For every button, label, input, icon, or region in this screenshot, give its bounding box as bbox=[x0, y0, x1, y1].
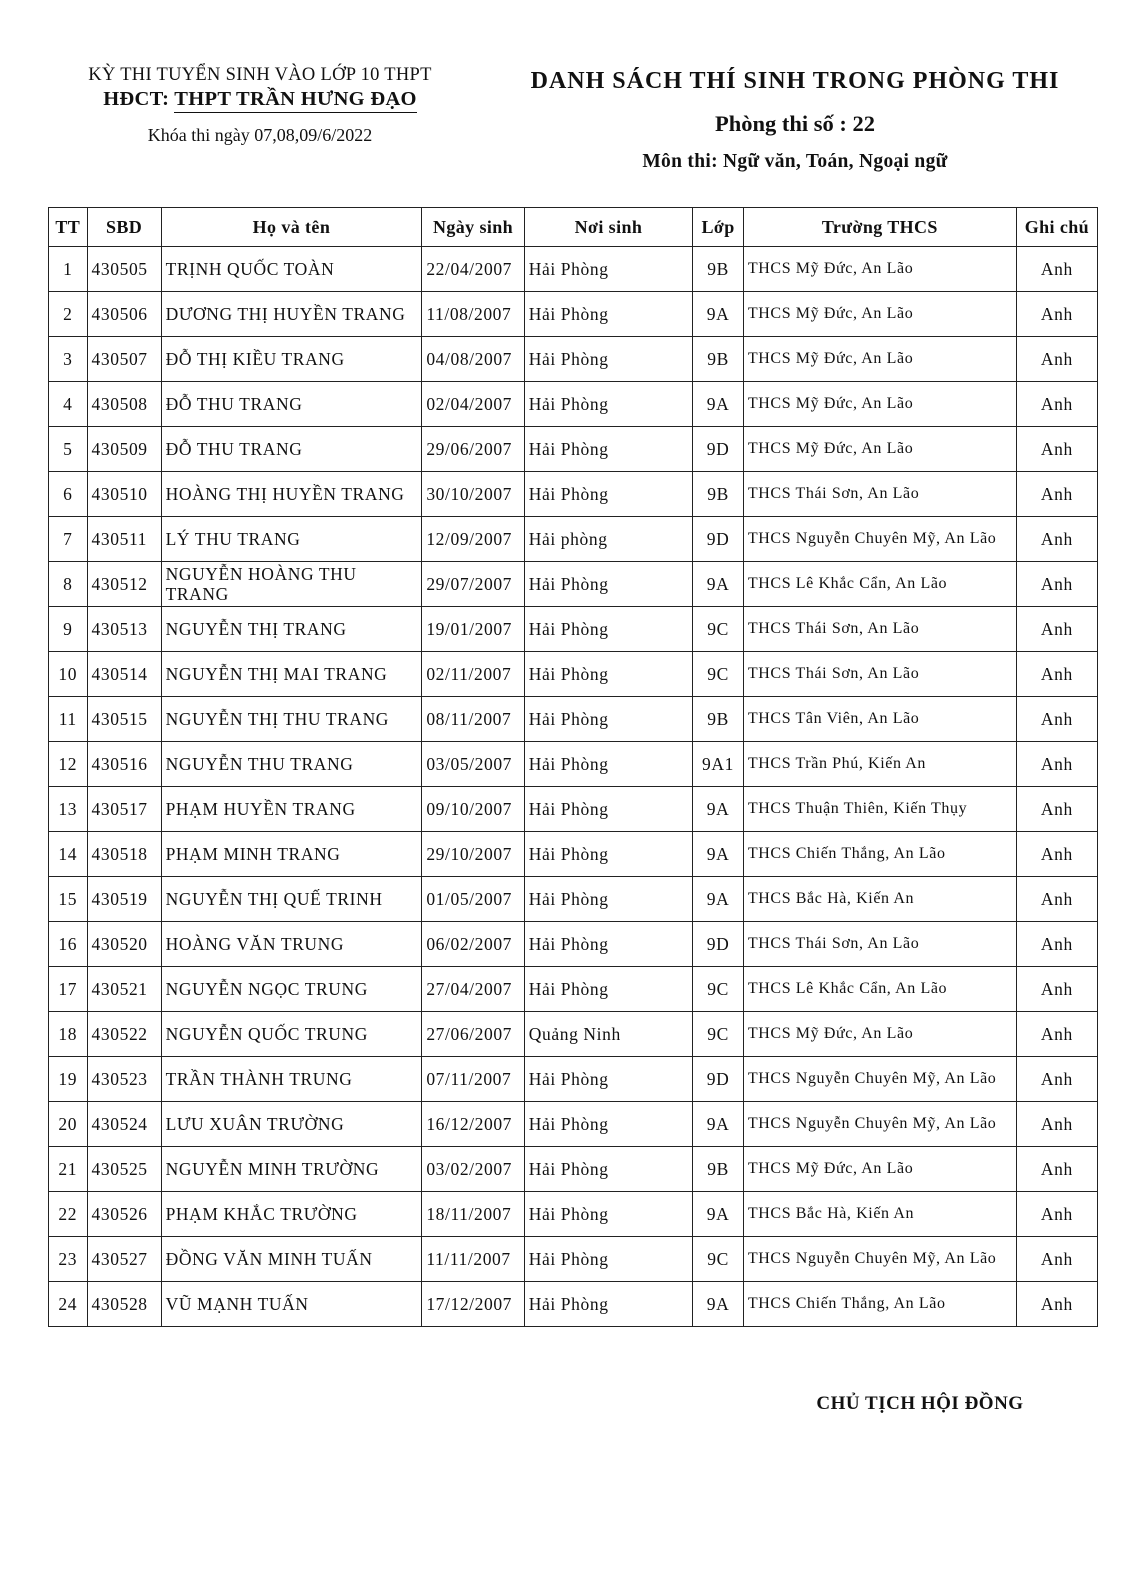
table-row bbox=[49, 337, 1098, 382]
exam-dates: Khóa thi ngày 07,08,09/6/2022 bbox=[147, 125, 373, 145]
date-of-birth-cell: 17/12/2007 bbox=[422, 1282, 524, 1327]
note-cell: Anh bbox=[1016, 742, 1097, 787]
candidate-name-cell: ĐỖ THU TRANG bbox=[161, 382, 422, 427]
table-row bbox=[49, 607, 1098, 652]
council-prefix: HĐCT: bbox=[103, 88, 170, 110]
note-cell: Anh bbox=[1016, 382, 1097, 427]
date-of-birth-cell: 18/11/2007 bbox=[422, 1192, 524, 1237]
date-of-birth-cell: 07/11/2007 bbox=[422, 1057, 524, 1102]
candidate-name-cell: LƯU XUÂN TRƯỜNG bbox=[161, 1102, 422, 1147]
candidate-number-cell: 430510 bbox=[87, 472, 161, 517]
date-of-birth-cell: 09/10/2007 bbox=[422, 787, 524, 832]
class-cell: 9A bbox=[693, 787, 744, 832]
table-body bbox=[49, 247, 1098, 1327]
candidate-number-cell: 430519 bbox=[87, 877, 161, 922]
note-cell: Anh bbox=[1016, 1102, 1097, 1147]
school-cell: THCS Chiến Thắng, An Lão bbox=[743, 1282, 1016, 1327]
class-cell: 9D bbox=[693, 427, 744, 472]
class-cell: 9B bbox=[693, 337, 744, 382]
candidate-number-cell: 430523 bbox=[87, 1057, 161, 1102]
date-of-birth-cell: 03/05/2007 bbox=[422, 742, 524, 787]
council-name bbox=[40, 86, 480, 112]
candidate-name-cell: NGUYỄN THỊ MAI TRANG bbox=[161, 652, 422, 697]
candidate-name-cell: NGUYỄN THỊ THU TRANG bbox=[161, 697, 422, 742]
row-number-cell: 9 bbox=[49, 607, 88, 652]
note-cell: Anh bbox=[1016, 607, 1097, 652]
class-cell: 9A bbox=[693, 1282, 744, 1327]
candidate-number-cell: 430505 bbox=[87, 247, 161, 292]
row-number-cell: 23 bbox=[49, 1237, 88, 1282]
class-cell: 9A1 bbox=[693, 742, 744, 787]
class-cell: 9A bbox=[693, 292, 744, 337]
candidate-name-cell: NGUYỄN THU TRANG bbox=[161, 742, 422, 787]
birthplace-cell: Hải Phòng bbox=[524, 922, 692, 967]
candidate-number-cell: 430522 bbox=[87, 1012, 161, 1057]
note-cell: Anh bbox=[1016, 562, 1097, 607]
signature-title: CHỦ TỊCH HỘI ĐỒNG bbox=[816, 1393, 1024, 1414]
class-cell: 9B bbox=[693, 472, 744, 517]
candidate-name-cell: NGUYỄN THỊ TRANG bbox=[161, 607, 422, 652]
candidate-number-cell: 430521 bbox=[87, 967, 161, 1012]
candidate-name-cell: NGUYỄN THỊ QUẾ TRINH bbox=[161, 877, 422, 922]
class-cell: 9C bbox=[693, 967, 744, 1012]
row-number-cell: 20 bbox=[49, 1102, 88, 1147]
date-of-birth-cell: 12/09/2007 bbox=[422, 517, 524, 562]
school-cell: THCS Nguyễn Chuyên Mỹ, An Lão bbox=[743, 517, 1016, 562]
school-cell: THCS Mỹ Đức, An Lão bbox=[743, 427, 1016, 472]
table-row bbox=[49, 1282, 1098, 1327]
column-header: TT bbox=[49, 208, 88, 247]
column-header: Trường THCS bbox=[743, 208, 1016, 247]
class-cell: 9D bbox=[693, 517, 744, 562]
date-of-birth-cell: 08/11/2007 bbox=[422, 697, 524, 742]
class-cell: 9D bbox=[693, 1057, 744, 1102]
note-cell: Anh bbox=[1016, 1057, 1097, 1102]
birthplace-cell: Hải Phòng bbox=[524, 1147, 692, 1192]
row-number-cell: 3 bbox=[49, 337, 88, 382]
row-number-cell: 4 bbox=[49, 382, 88, 427]
date-of-birth-cell: 04/08/2007 bbox=[422, 337, 524, 382]
note-cell: Anh bbox=[1016, 517, 1097, 562]
birthplace-cell: Hải Phòng bbox=[524, 832, 692, 877]
row-number-cell: 6 bbox=[49, 472, 88, 517]
column-header: SBD bbox=[87, 208, 161, 247]
class-cell: 9C bbox=[693, 1012, 744, 1057]
school-cell: THCS Lê Khắc Cẩn, An Lão bbox=[743, 562, 1016, 607]
candidate-name-cell: ĐỒNG VĂN MINH TUẤN bbox=[161, 1237, 422, 1282]
row-number-cell: 10 bbox=[49, 652, 88, 697]
column-header: Ngày sinh bbox=[422, 208, 524, 247]
row-number-cell: 8 bbox=[49, 562, 88, 607]
table-row bbox=[49, 1057, 1098, 1102]
note-cell: Anh bbox=[1016, 1192, 1097, 1237]
birthplace-cell: Hải Phòng bbox=[524, 1102, 692, 1147]
row-number-cell: 7 bbox=[49, 517, 88, 562]
school-cell: THCS Chiến Thắng, An Lão bbox=[743, 832, 1016, 877]
table-row bbox=[49, 472, 1098, 517]
table-row bbox=[49, 697, 1098, 742]
school-cell: THCS Mỹ Đức, An Lão bbox=[743, 292, 1016, 337]
row-number-cell: 18 bbox=[49, 1012, 88, 1057]
candidate-number-cell: 430512 bbox=[87, 562, 161, 607]
date-of-birth-cell: 30/10/2007 bbox=[422, 472, 524, 517]
birthplace-cell: Hải Phòng bbox=[524, 787, 692, 832]
row-number-cell: 22 bbox=[49, 1192, 88, 1237]
date-of-birth-cell: 29/06/2007 bbox=[422, 427, 524, 472]
column-header: Nơi sinh bbox=[524, 208, 692, 247]
table-row bbox=[49, 517, 1098, 562]
class-cell: 9A bbox=[693, 877, 744, 922]
birthplace-cell: Hải Phòng bbox=[524, 697, 692, 742]
class-cell: 9C bbox=[693, 652, 744, 697]
row-number-cell: 24 bbox=[49, 1282, 88, 1327]
candidate-name-cell: NGUYỄN QUỐC TRUNG bbox=[161, 1012, 422, 1057]
school-cell: THCS Nguyễn Chuyên Mỹ, An Lão bbox=[743, 1057, 1016, 1102]
council-school: THPT TRẦN HƯNG ĐẠO bbox=[174, 88, 417, 113]
school-cell: THCS Mỹ Đức, An Lão bbox=[743, 382, 1016, 427]
exam-name: KỲ THI TUYỂN SINH VÀO LỚP 10 THPT bbox=[88, 65, 432, 85]
birthplace-cell: Hải Phòng bbox=[524, 337, 692, 382]
date-of-birth-cell: 19/01/2007 bbox=[422, 607, 524, 652]
table-row bbox=[49, 652, 1098, 697]
row-number-cell: 15 bbox=[49, 877, 88, 922]
column-header: Họ và tên bbox=[161, 208, 422, 247]
candidate-name-cell: NGUYỄN NGỌC TRUNG bbox=[161, 967, 422, 1012]
note-cell: Anh bbox=[1016, 877, 1097, 922]
candidate-name-cell: HOÀNG VĂN TRUNG bbox=[161, 922, 422, 967]
birthplace-cell: Hải Phòng bbox=[524, 652, 692, 697]
school-cell: THCS Thái Sơn, An Lão bbox=[743, 922, 1016, 967]
date-of-birth-cell: 29/10/2007 bbox=[422, 832, 524, 877]
class-cell: 9D bbox=[693, 922, 744, 967]
candidate-name-cell: TRẦN THÀNH TRUNG bbox=[161, 1057, 422, 1102]
candidate-name-cell: TRỊNH QUỐC TOÀN bbox=[161, 247, 422, 292]
candidate-name-cell: ĐỖ THU TRANG bbox=[161, 427, 422, 472]
note-cell: Anh bbox=[1016, 922, 1097, 967]
note-cell: Anh bbox=[1016, 1237, 1097, 1282]
birthplace-cell: Hải Phòng bbox=[524, 1237, 692, 1282]
table-row bbox=[49, 742, 1098, 787]
school-cell: THCS Thái Sơn, An Lão bbox=[743, 652, 1016, 697]
candidate-name-cell: NGUYỄN HOÀNG THU TRANG bbox=[161, 562, 422, 607]
table-row bbox=[49, 1012, 1098, 1057]
exam-subjects: Môn thi: Ngữ văn, Toán, Ngoại ngữ bbox=[642, 151, 948, 172]
note-cell: Anh bbox=[1016, 247, 1097, 292]
row-number-cell: 2 bbox=[49, 292, 88, 337]
school-cell: THCS Tân Viên, An Lão bbox=[743, 697, 1016, 742]
candidate-number-cell: 430506 bbox=[87, 292, 161, 337]
birthplace-cell: Hải Phòng bbox=[524, 562, 692, 607]
note-cell: Anh bbox=[1016, 787, 1097, 832]
note-cell: Anh bbox=[1016, 337, 1097, 382]
date-of-birth-cell: 22/04/2007 bbox=[422, 247, 524, 292]
row-number-cell: 19 bbox=[49, 1057, 88, 1102]
note-cell: Anh bbox=[1016, 1012, 1097, 1057]
table-row bbox=[49, 1192, 1098, 1237]
birthplace-cell: Hải Phòng bbox=[524, 427, 692, 472]
candidate-number-cell: 430508 bbox=[87, 382, 161, 427]
column-header: Ghi chú bbox=[1016, 208, 1097, 247]
candidate-number-cell: 430527 bbox=[87, 1237, 161, 1282]
row-number-cell: 12 bbox=[49, 742, 88, 787]
candidate-table bbox=[48, 207, 1098, 1327]
row-number-cell: 16 bbox=[49, 922, 88, 967]
birthplace-cell: Hải Phòng bbox=[524, 472, 692, 517]
table-row bbox=[49, 427, 1098, 472]
school-cell: THCS Nguyễn Chuyên Mỹ, An Lão bbox=[743, 1237, 1016, 1282]
class-cell: 9A bbox=[693, 1192, 744, 1237]
school-cell: THCS Mỹ Đức, An Lão bbox=[743, 1147, 1016, 1192]
table-header-row bbox=[49, 208, 1098, 247]
row-number-cell: 1 bbox=[49, 247, 88, 292]
candidate-name-cell: PHẠM KHẮC TRƯỜNG bbox=[161, 1192, 422, 1237]
candidate-number-cell: 430513 bbox=[87, 607, 161, 652]
exam-council-header bbox=[40, 64, 480, 146]
birthplace-cell: Hải Phòng bbox=[524, 382, 692, 427]
school-cell: THCS Mỹ Đức, An Lão bbox=[743, 247, 1016, 292]
candidate-name-cell: PHẠM HUYỀN TRANG bbox=[161, 787, 422, 832]
school-cell: THCS Thuận Thiên, Kiến Thụy bbox=[743, 787, 1016, 832]
date-of-birth-cell: 16/12/2007 bbox=[422, 1102, 524, 1147]
school-cell: THCS Bắc Hà, Kiến An bbox=[743, 877, 1016, 922]
row-number-cell: 5 bbox=[49, 427, 88, 472]
candidate-number-cell: 430520 bbox=[87, 922, 161, 967]
school-cell: THCS Thái Sơn, An Lão bbox=[743, 607, 1016, 652]
birthplace-cell: Hải phòng bbox=[524, 517, 692, 562]
note-cell: Anh bbox=[1016, 427, 1097, 472]
candidate-number-cell: 430518 bbox=[87, 832, 161, 877]
document-title-block bbox=[500, 66, 1090, 174]
candidate-number-cell: 430507 bbox=[87, 337, 161, 382]
birthplace-cell: Hải Phòng bbox=[524, 1192, 692, 1237]
note-cell: Anh bbox=[1016, 697, 1097, 742]
date-of-birth-cell: 27/06/2007 bbox=[422, 1012, 524, 1057]
table-row bbox=[49, 247, 1098, 292]
row-number-cell: 11 bbox=[49, 697, 88, 742]
row-number-cell: 21 bbox=[49, 1147, 88, 1192]
row-number-cell: 17 bbox=[49, 967, 88, 1012]
date-of-birth-cell: 06/02/2007 bbox=[422, 922, 524, 967]
candidate-number-cell: 430525 bbox=[87, 1147, 161, 1192]
row-number-cell: 13 bbox=[49, 787, 88, 832]
date-of-birth-cell: 02/11/2007 bbox=[422, 652, 524, 697]
note-cell: Anh bbox=[1016, 1282, 1097, 1327]
class-cell: 9B bbox=[693, 697, 744, 742]
note-cell: Anh bbox=[1016, 292, 1097, 337]
table-row bbox=[49, 562, 1098, 607]
class-cell: 9A bbox=[693, 382, 744, 427]
class-cell: 9B bbox=[693, 247, 744, 292]
birthplace-cell: Hải Phòng bbox=[524, 877, 692, 922]
date-of-birth-cell: 03/02/2007 bbox=[422, 1147, 524, 1192]
birthplace-cell: Hải Phòng bbox=[524, 607, 692, 652]
date-of-birth-cell: 11/08/2007 bbox=[422, 292, 524, 337]
table-row bbox=[49, 832, 1098, 877]
date-of-birth-cell: 29/07/2007 bbox=[422, 562, 524, 607]
table-row bbox=[49, 922, 1098, 967]
date-of-birth-cell: 02/04/2007 bbox=[422, 382, 524, 427]
candidate-name-cell: LÝ THU TRANG bbox=[161, 517, 422, 562]
candidate-number-cell: 430517 bbox=[87, 787, 161, 832]
note-cell: Anh bbox=[1016, 472, 1097, 517]
table-row bbox=[49, 1237, 1098, 1282]
column-header: Lớp bbox=[693, 208, 744, 247]
birthplace-cell: Quảng Ninh bbox=[524, 1012, 692, 1057]
date-of-birth-cell: 27/04/2007 bbox=[422, 967, 524, 1012]
table-row bbox=[49, 877, 1098, 922]
birthplace-cell: Hải Phòng bbox=[524, 292, 692, 337]
candidate-number-cell: 430528 bbox=[87, 1282, 161, 1327]
date-of-birth-cell: 11/11/2007 bbox=[422, 1237, 524, 1282]
candidate-number-cell: 430515 bbox=[87, 697, 161, 742]
candidate-name-cell: DƯƠNG THỊ HUYỀN TRANG bbox=[161, 292, 422, 337]
exam-room: Phòng thi số : 22 bbox=[714, 111, 876, 136]
birthplace-cell: Hải Phòng bbox=[524, 742, 692, 787]
candidate-name-cell: HOÀNG THỊ HUYỀN TRANG bbox=[161, 472, 422, 517]
table-row bbox=[49, 967, 1098, 1012]
document-title: DANH SÁCH THÍ SINH TRONG PHÒNG THI bbox=[530, 68, 1060, 94]
row-number-cell: 14 bbox=[49, 832, 88, 877]
candidate-name-cell: NGUYỄN MINH TRƯỜNG bbox=[161, 1147, 422, 1192]
school-cell: THCS Thái Sơn, An Lão bbox=[743, 472, 1016, 517]
school-cell: THCS Nguyễn Chuyên Mỹ, An Lão bbox=[743, 1102, 1016, 1147]
table-row bbox=[49, 382, 1098, 427]
school-cell: THCS Bắc Hà, Kiến An bbox=[743, 1192, 1016, 1237]
class-cell: 9A bbox=[693, 1102, 744, 1147]
class-cell: 9A bbox=[693, 832, 744, 877]
birthplace-cell: Hải Phòng bbox=[524, 1282, 692, 1327]
candidate-number-cell: 430524 bbox=[87, 1102, 161, 1147]
class-cell: 9A bbox=[693, 562, 744, 607]
table-row bbox=[49, 787, 1098, 832]
candidate-number-cell: 430511 bbox=[87, 517, 161, 562]
table-row bbox=[49, 1147, 1098, 1192]
note-cell: Anh bbox=[1016, 1147, 1097, 1192]
note-cell: Anh bbox=[1016, 967, 1097, 1012]
birthplace-cell: Hải Phòng bbox=[524, 967, 692, 1012]
candidate-name-cell: PHẠM MINH TRANG bbox=[161, 832, 422, 877]
candidate-number-cell: 430526 bbox=[87, 1192, 161, 1237]
table-row bbox=[49, 292, 1098, 337]
school-cell: THCS Lê Khắc Cẩn, An Lão bbox=[743, 967, 1016, 1012]
candidate-name-cell: VŨ MẠNH TUẤN bbox=[161, 1282, 422, 1327]
school-cell: THCS Mỹ Đức, An Lão bbox=[743, 1012, 1016, 1057]
candidate-number-cell: 430509 bbox=[87, 427, 161, 472]
birthplace-cell: Hải Phòng bbox=[524, 247, 692, 292]
candidate-number-cell: 430514 bbox=[87, 652, 161, 697]
note-cell: Anh bbox=[1016, 652, 1097, 697]
class-cell: 9C bbox=[693, 1237, 744, 1282]
table-row bbox=[49, 1102, 1098, 1147]
school-cell: THCS Trần Phú, Kiến An bbox=[743, 742, 1016, 787]
birthplace-cell: Hải Phòng bbox=[524, 1057, 692, 1102]
class-cell: 9C bbox=[693, 607, 744, 652]
note-cell: Anh bbox=[1016, 832, 1097, 877]
class-cell: 9B bbox=[693, 1147, 744, 1192]
school-cell: THCS Mỹ Đức, An Lão bbox=[743, 337, 1016, 382]
candidate-name-cell: ĐỖ THỊ KIỀU TRANG bbox=[161, 337, 422, 382]
candidate-number-cell: 430516 bbox=[87, 742, 161, 787]
date-of-birth-cell: 01/05/2007 bbox=[422, 877, 524, 922]
